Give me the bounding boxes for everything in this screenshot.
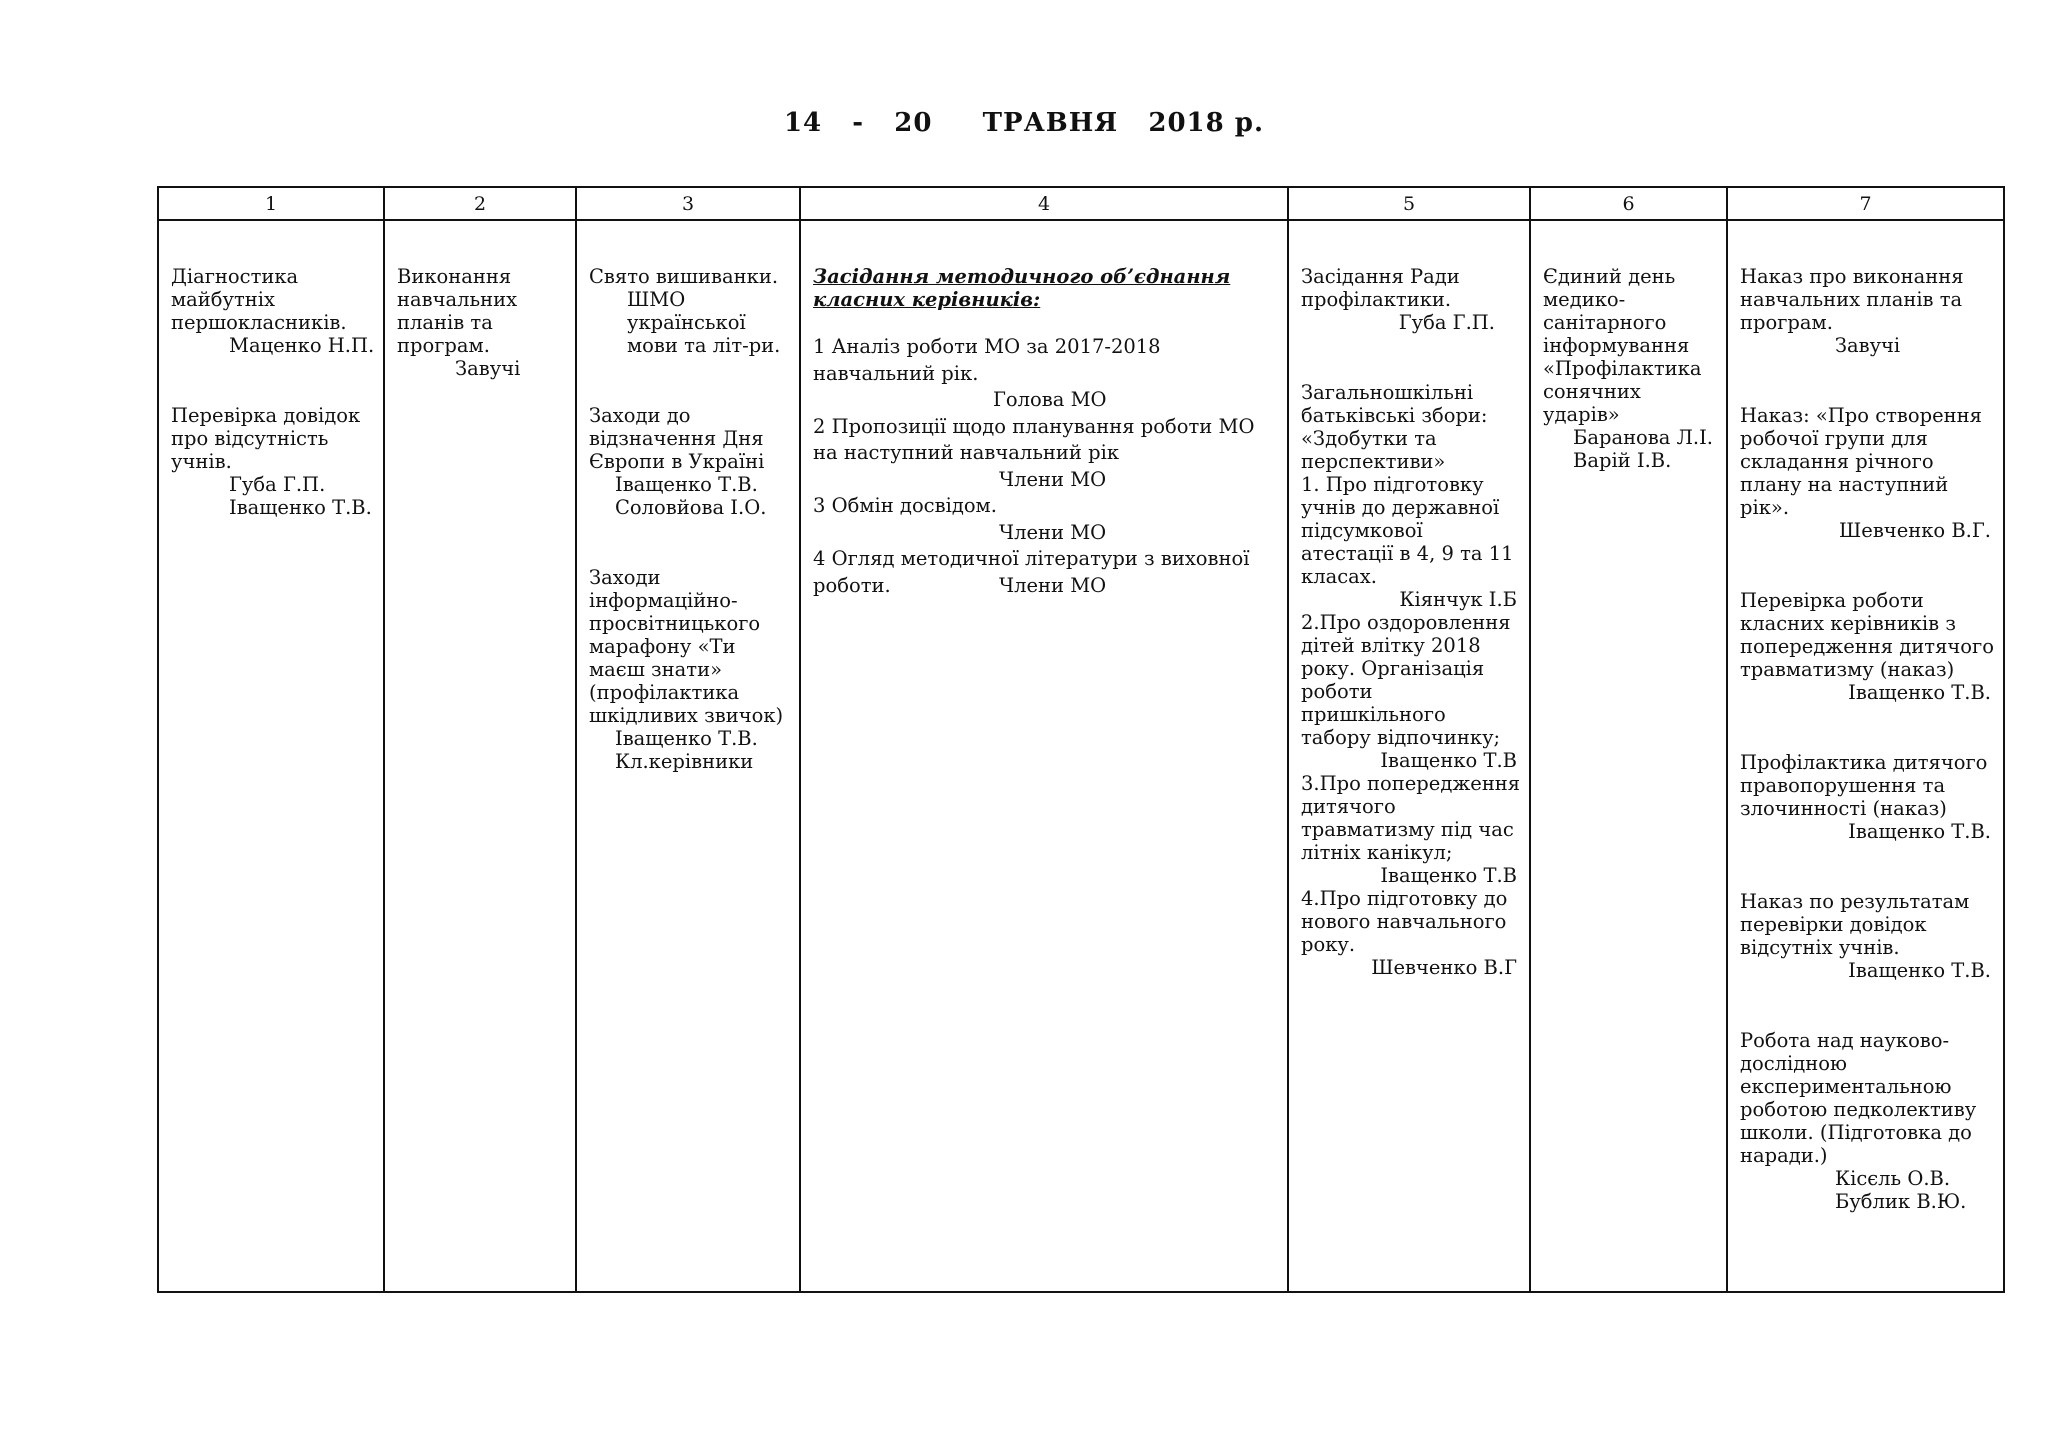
col1-item-2-responsible-2: Іващенко Т.В. xyxy=(229,496,372,519)
col6-item-1-responsible-1: Баранова Л.І. xyxy=(1573,426,1713,449)
column-header-7: 7 xyxy=(1727,187,2004,220)
col5-subitem-1: 1. Про підготовку учнів до державної підсумкової атестації в 4, 9 та 11 класах. xyxy=(1301,473,1514,588)
col7-item-1-responsible: Завучі xyxy=(1834,334,1901,357)
column-header-5: 5 xyxy=(1288,187,1530,220)
col1-item-2-responsible-1: Губа Г.П. xyxy=(229,473,326,496)
col5-item-1-text: Засідання Ради профілактики. xyxy=(1301,265,1460,311)
column-7-cell xyxy=(1727,220,2004,1292)
col4-point-2-responsible: Члени МО xyxy=(999,467,1107,491)
weekly-plan-table xyxy=(157,186,2005,1293)
col3-item-3-text: Заходи інформаційно-просвітницького марафону «Ти маєш знати» (профілактика шкідливих звичок) xyxy=(589,566,784,727)
col6-item-1-responsible-2: Варій І.В. xyxy=(1573,449,1672,472)
col3-item-2-responsible-1: Іващенко Т.В. xyxy=(615,473,758,496)
col5-subitem-4-responsible: Шевченко В.Г xyxy=(1371,956,1517,979)
col7-item-4-responsible: Іващенко Т.В. xyxy=(1848,820,1991,843)
col3-item-2-responsible-2: Соловйова І.О. xyxy=(615,496,767,519)
col4-point-1-responsible: Голова МО xyxy=(993,388,1107,411)
col4-point-3: 3 Обмін досвідом. xyxy=(813,494,997,517)
column-2-cell xyxy=(384,220,576,1292)
col1-item-1-text: Діагностика майбутніх першокласників. xyxy=(171,265,347,334)
col4-point-2: 2 Пропозиції щодо планування роботи МО на наступний навчальний рік xyxy=(813,414,1255,464)
column-6-cell xyxy=(1530,220,1727,1292)
content-row xyxy=(158,220,2004,1292)
col3-item-1-text: Свято вишиванки. xyxy=(589,265,779,288)
col7-item-2-responsible: Шевченко В.Г. xyxy=(1839,519,1991,542)
col4-heading: Засідання методичного об’єднання класних керівників: xyxy=(813,265,1231,311)
col4-point-4: 4 Огляд методичної літератури з виховної роботи. xyxy=(813,547,1250,597)
col5-subitem-4: 4.Про підготовку до нового навчального року. xyxy=(1301,887,1508,956)
col5-subitem-2-responsible: Іващенко Т.В xyxy=(1380,749,1517,772)
col7-item-1-text: Наказ про виконання навчальних планів та програм. xyxy=(1740,265,1964,334)
col2-item-1-responsible: Завучі xyxy=(455,357,521,380)
col5-item-1-responsible: Губа Г.П. xyxy=(1398,311,1495,334)
column-header-3: 3 xyxy=(576,187,800,220)
col5-subitem-3-responsible: Іващенко Т.В xyxy=(1380,864,1517,887)
col7-item-6-responsible-2: Бублик В.Ю. xyxy=(1835,1190,1967,1213)
col7-item-3-text: Перевірка роботи класних керівників з попередження дитячого травматизму (наказ) xyxy=(1740,589,1994,681)
col7-item-4-text: Профілактика дитячого правопорушення та злочинності (наказ) xyxy=(1740,751,1988,820)
col3-item-3-responsible-1: Іващенко Т.В. xyxy=(615,727,758,750)
col4-point-4-responsible: Члени МО xyxy=(999,573,1107,597)
col3-item-2-text: Заходи до відзначення Дня Європи в Україні xyxy=(589,404,765,473)
column-3-cell xyxy=(576,220,800,1292)
col5-subitem-3: 3.Про попередження дитячого травматизму під час літніх канікул; xyxy=(1301,772,1521,864)
col6-item-1-text: Єдиний день медико-санітарного інформування «Профілактика сонячних ударів» xyxy=(1543,265,1702,426)
col3-item-1-sub: ШМО української мови та літ-ри. xyxy=(627,288,781,357)
col4-point-3-responsible: Члени МО xyxy=(999,520,1107,544)
col7-item-6-text: Робота над науково-дослідною експериментальною роботою педколективу школи. (Підготовка до наради.) xyxy=(1740,1029,1977,1167)
column-header-1: 1 xyxy=(158,187,384,220)
col7-item-5-text: Наказ по результатам перевірки довідок відсутніх учнів. xyxy=(1740,890,1970,959)
col2-item-1-text: Виконання навчальних планів та програм. xyxy=(397,265,518,357)
col5-subitem-1-responsible: Кіянчук І.Б xyxy=(1399,588,1517,611)
col7-item-5-responsible: Іващенко Т.В. xyxy=(1848,959,1991,982)
col5-subitem-2: 2.Про оздоровлення дітей влітку 2018 року. Організація роботи пришкільного табору відпочинку; xyxy=(1301,611,1511,749)
col3-item-3-responsible-2: Кл.керівники xyxy=(615,750,754,773)
column-header-6: 6 xyxy=(1530,187,1727,220)
page-title: 14 - 20 ТРАВНЯ 2018 р. xyxy=(783,108,1265,138)
column-header-2: 2 xyxy=(384,187,576,220)
col7-item-6-responsible-1: Кісєль О.В. xyxy=(1835,1167,1951,1190)
col1-item-1-responsible: Маценко Н.П. xyxy=(229,334,375,357)
column-5-cell xyxy=(1288,220,1530,1292)
col1-item-2-text: Перевірка довідок про відсутність учнів. xyxy=(171,404,361,473)
col7-item-3-responsible: Іващенко Т.В. xyxy=(1848,681,1991,704)
col5-item-2-text: Загальношкільні батьківські збори: «Здобутки та перспективи» xyxy=(1301,381,1488,473)
header-row xyxy=(158,187,2004,220)
col7-item-2-text: Наказ: «Про створення робочої групи для складання річного плану на наступний рік». xyxy=(1740,404,1982,519)
column-1-cell xyxy=(158,220,384,1292)
column-4-cell xyxy=(800,220,1288,1292)
column-header-4: 4 xyxy=(800,187,1288,220)
col4-point-1: 1 Аналіз роботи МО за 2017-2018 навчальний рік. xyxy=(813,335,1161,385)
